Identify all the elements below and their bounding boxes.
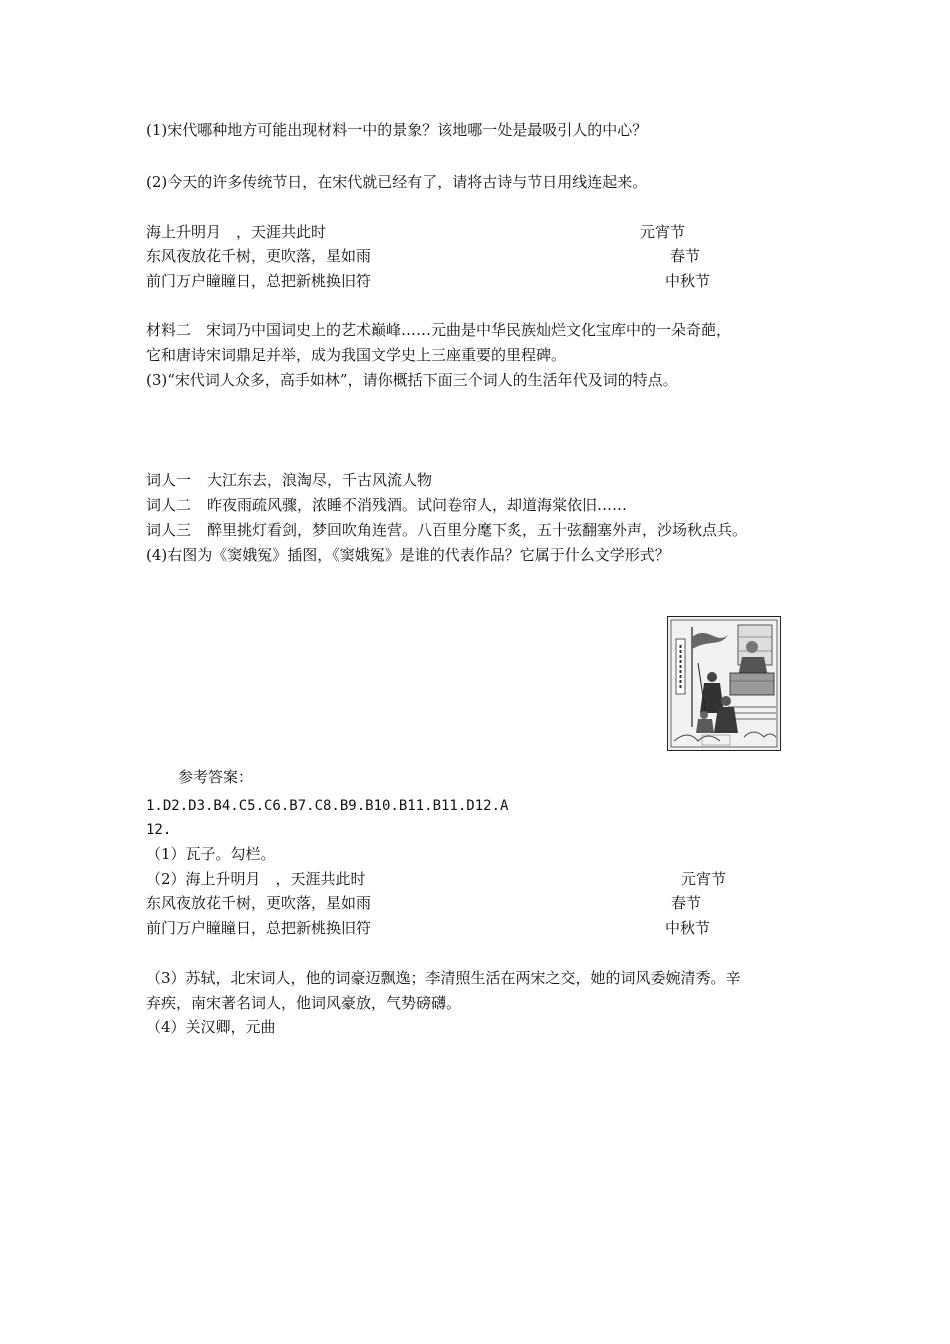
answer-4: （4）关汉卿，元曲 (146, 1018, 276, 1036)
answer-poem-1-text: 海上升明月 ，天涯共此时 (185, 870, 366, 888)
answer-12-number: 12. (146, 822, 172, 838)
answer-festival-3: 中秋节 (665, 919, 711, 937)
answer-3-line-1: （3）苏轼，北宋词人，他的词豪迈飘逸；李清照生活在两宋之交，她的词风委婉清秀。辛 (146, 969, 741, 987)
festival-3: 中秋节 (665, 272, 711, 290)
poem-line-2: 东风夜放花千树，更吹落，星如雨 (146, 247, 372, 265)
poet-3 (146, 520, 747, 540)
answer-2-poem-3: 前门万户瞳瞳日，总把新桃换旧符 (146, 919, 372, 937)
answer-festival-1: 元宵节 (681, 870, 727, 888)
answer-3-line-2: 弃疾，南宋著名词人，他词风豪放，气势磅礴。 (146, 994, 462, 1012)
question-4: (4)右图为《窦娥冤》插图，《窦娥冤》是谁的代表作品？它属于什么文学形式？ (146, 546, 670, 564)
answer-heading: 参考答案： (178, 768, 254, 786)
poet-3-label: 词人三 (146, 521, 192, 539)
answer-festival-2: 春节 (671, 894, 702, 912)
illustration-drawing (668, 617, 780, 750)
answer-2-poem-1 (146, 869, 366, 889)
poet-2 (146, 495, 627, 515)
answer-1: （1）瓦子。勾栏。 (146, 845, 276, 863)
question-3: (3)“宋代词人众多，高手如林”，请你概括下面三个词人的生活年代及词的特点。 (146, 371, 678, 389)
festival-2: 春节 (670, 247, 701, 265)
poet-3-text: 醉里挑灯看剑，梦回吹角连营。八百里分麾下炙，五十弦翻塞外声，沙场秋点兵。 (207, 521, 748, 539)
poet-1 (146, 470, 432, 490)
poet-2-label: 词人二 (146, 496, 192, 514)
dou-e-yuan-illustration (667, 616, 781, 751)
answer-2-poem-2: 东风夜放花千树，更吹落，星如雨 (146, 894, 372, 912)
poet-2-text: 昨夜雨疏风骤，浓睡不消残酒。试问卷帘人，却道海棠依旧…… (207, 496, 628, 514)
material-2-line-2: 它和唐诗宋词鼎足并举，成为我国文学史上三座重要的里程碑。 (146, 346, 567, 364)
poem-line-1: 海上升明月 ，天涯共此时 (146, 223, 327, 241)
poet-1-text: 大江东去，浪淘尽，千古风流人物 (207, 471, 433, 489)
festival-1: 元宵节 (640, 223, 686, 241)
question-1: (1)宋代哪种地方可能出现材料一中的景象？该地哪一处是最吸引人的中心？ (146, 121, 648, 139)
answer-multiple-choice: 1.D2.D3.B4.C5.C6.B7.C8.B9.B10.B11.B11.D12.A (146, 798, 509, 814)
poem-line-3: 前门万户瞳瞳日，总把新桃换旧符 (146, 272, 372, 290)
poet-1-label: 词人一 (146, 471, 192, 489)
question-2: (2)今天的许多传统节日，在宋代就已经有了，请将古诗与节日用线连起来。 (146, 173, 648, 191)
material-2-line-1: 材料二 宋词乃中国词史上的艺术巅峰……元曲是中华民族灿烂文化宝库中的一朵奇葩， (146, 321, 732, 339)
answer-2-prefix: （2） (146, 870, 186, 888)
